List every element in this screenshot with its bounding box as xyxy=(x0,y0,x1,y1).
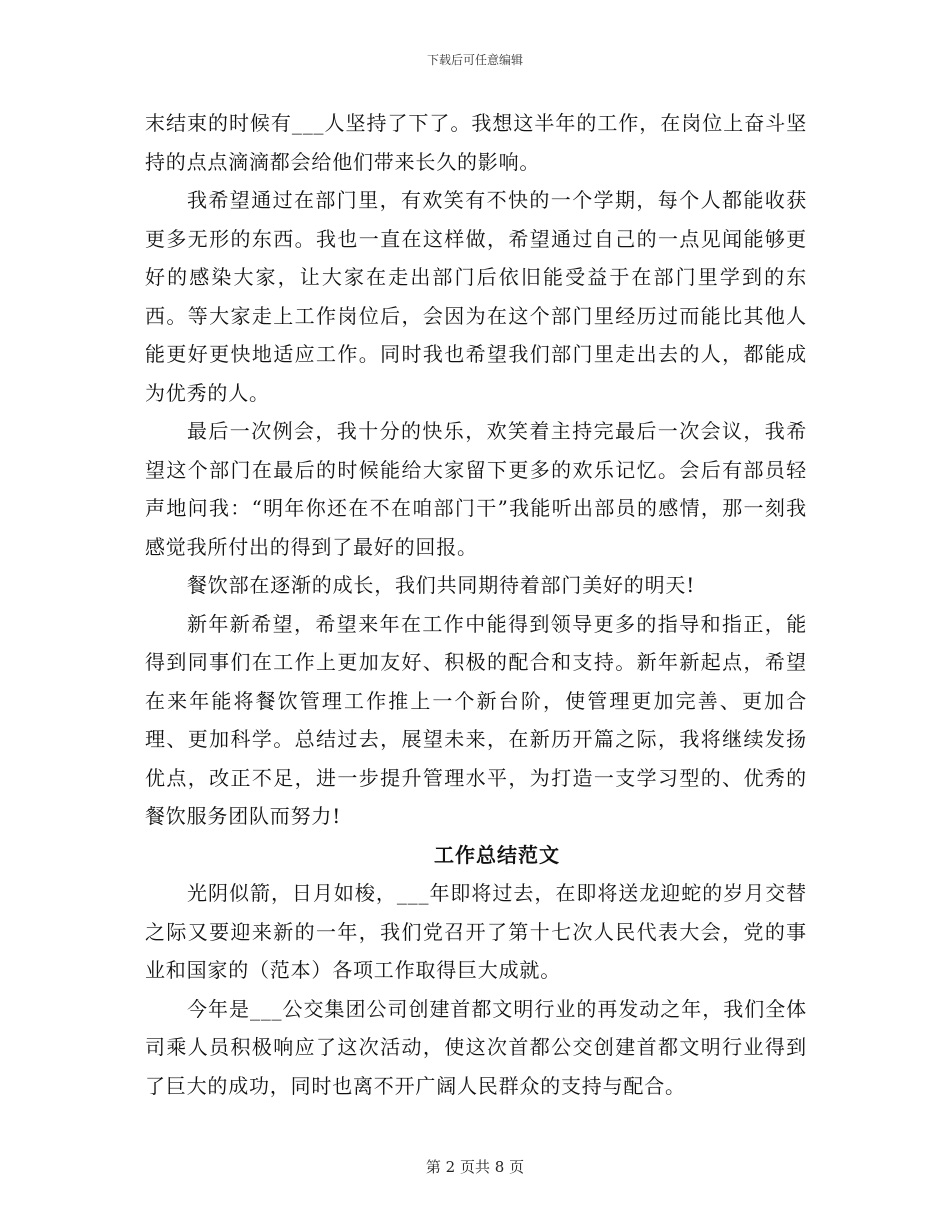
page-number-footer: 第 2 页共 8 页 xyxy=(425,1158,525,1176)
paragraph: 餐饮部在逐渐的成长，我们共同期待着部门美好的明天! xyxy=(187,573,696,597)
paragraph: 光阴似箭，日月如梭，___年即将过去，在即将送龙迎蛇的岁月交替之际又要迎来新的一年，我们党召开了第十七次人民代表大会，党的事业和国家的（范本）各项工作取得巨大成就。 xyxy=(145,881,807,982)
paragraph: 我希望通过在部门里，有欢笑有不快的一个学期，每个人都能收获更多无形的东西。我也一直在这样做，希望通过自己的一点见闻能够更好的感染大家，让大家在走出部门后依旧能受益于在部门里学到的东西。等大家走上工作岗位后，会因为在这个部门里经历过而能比其他人能更好更快地适应工作。同时我也希望我们部门里走出去的人，都能成为优秀的人。 xyxy=(145,188,807,405)
document-body xyxy=(145,104,807,1105)
paragraph-continuation: 末结束的时候有___人坚持了下了。我想这半年的工作，在岗位上奋斗坚持的点点滴滴都会给他们带来长久的影响。 xyxy=(145,111,807,174)
section-title: 工作总结范文 xyxy=(434,842,560,867)
paragraph: 新年新希望，希望来年在工作中能得到领导更多的指导和指正，能得到同事们在工作上更加友好、积极的配合和支持。新年新起点，希望在来年能将餐饮管理工作推上一个新台阶，使管理更加完善、更加合理、更加科学。总结过去，展望未来，在新历开篇之际，我将继续发扬优点，改正不足，进一步提升管理水平，为打造一支学习型的、优秀的餐饮服务团队而努力! xyxy=(145,611,807,828)
paragraph: 最后一次例会，我十分的快乐，欢笑着主持完最后一次会议，我希望这个部门在最后的时候能给大家留下更多的欢乐记忆。会后有部员轻声地问我：“明年你还在不在咱部门干”我能听出部员的感情，那一刻我感觉我所付出的得到了最好的回报。 xyxy=(145,419,807,559)
page-header-note: 下载后可任意编辑 xyxy=(426,53,523,67)
paragraph: 今年是___公交集团公司创建首都文明行业的再发动之年，我们全体司乘人员积极响应了这次活动，使这次首都公交创建首都文明行业得到了巨大的成功，同时也离不开广阔人民群众的支持与配合。 xyxy=(145,996,807,1098)
